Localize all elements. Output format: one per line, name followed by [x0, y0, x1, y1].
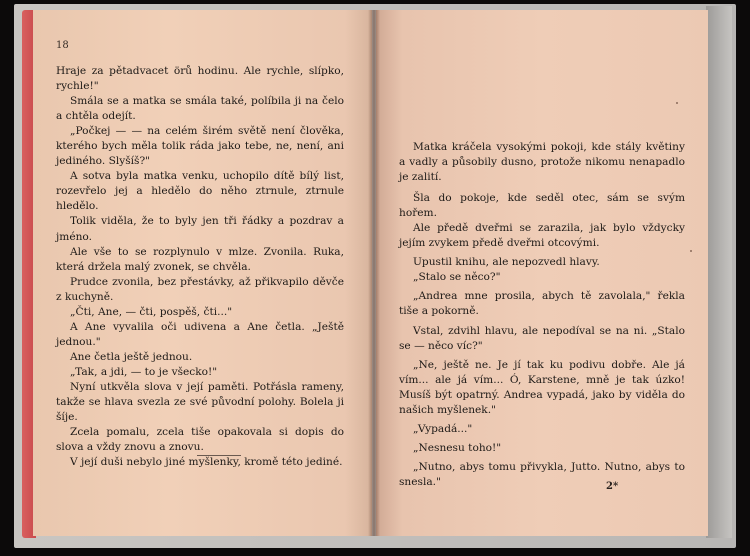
right-page-text [399, 140, 685, 490]
paragraph: „Vypadá..." [413, 422, 473, 435]
signature-mark: 2* [606, 481, 619, 492]
paper-speck [690, 250, 692, 252]
paragraph: Upustil knihu, ale nepozvedl hlavy. [413, 256, 600, 269]
book-gutter [368, 10, 380, 536]
paragraph: Ale vše to se rozplynulo v mlze. Zvonila. Ruka, která držela malý zvonek, se chvěla. [56, 245, 344, 273]
left-page-text [56, 64, 344, 470]
paragraph: Prudce zvonila, bez přestávky, až přikvapilo děvče z kuchyně. [56, 275, 344, 303]
paragraph: „Ne, ještě ne. Je jí tak ku podivu dobře. Ale já vím... ale já vím... Ó, Karstene, mně je tak úzko! Musíš být opatrný. Andrea vypadá, jako by viděla do našich myšlenek." [399, 358, 685, 416]
paragraph: „Stalo se něco?" [413, 271, 501, 284]
paragraph: „Tak, a jdi, — to je všecko!" [70, 365, 218, 378]
paper-speck [676, 102, 678, 104]
paragraph: V její duši nebylo jiné myšlenky, kromě této jediné. [70, 456, 343, 469]
page-number: 18 [56, 40, 69, 51]
paragraph: Matka kráčela vysokými pokoji, kde stály květiny a vadly a působily dusno, protože nikomu nenapadlo je zalití. [399, 141, 685, 184]
paragraph: Tolik viděla, že to byly jen tři řádky a pozdrav a jméno. [56, 215, 344, 243]
paragraph: „Nutno, abys tomu přivykla, Jutto. Nutno, abys to snesla." [399, 460, 685, 488]
paragraph: Zcela pomalu, zcela tiše opakovala si dopis do slova a vždy znovu a znovu. [56, 426, 344, 454]
cover-edge-right [706, 6, 732, 538]
paragraph: Vstal, zdvihl hlavu, ale nepodíval se na ni. „Stalo se — něco víc?" [399, 324, 685, 352]
paragraph: „Andrea mne prosila, abych tě zavolala," řekla tiše a pokorně. [399, 290, 685, 318]
paragraph: Nyní utkvěla slova v její paměti. Potřásla rameny, takže se hlava svezla ze své původní polohy. Bolela ji šíje. [56, 380, 344, 424]
paragraph: Hraje za pětadvacet örů hodinu. Ale rychle, slípko, rychle!" [56, 65, 344, 93]
paragraph: Šla do pokoje, kde seděl otec, sám se svým hořem. [399, 192, 685, 220]
section-divider [197, 455, 241, 456]
paragraph: Ane četla ještě jednou. [70, 350, 193, 363]
paragraph: A sotva byla matka venku, uchopilo dítě bílý list, rozevřelo jej a hledělo do něho ztrnule, ztrnule hledělo. [56, 170, 344, 213]
paragraph: „Nesnesu toho!" [413, 441, 502, 454]
paragraph: „Počkej — — na celém širém světě není člověka, kterého bych měla tolik ráda jako tebe, ne, není, ani jediného. Slyšíš?" [56, 125, 344, 168]
paragraph: Ale předě dveřmi se zarazila, jak bylo vždycky jejím zvykem předě dveřmi otcovými. [399, 222, 685, 250]
paragraph: „Čti, Ane, — čti, pospěš, čti..." [70, 305, 233, 318]
paragraph: Smála se a matka se smála také, políbila ji na čelo a chtěla odejít. [56, 95, 344, 123]
paragraph: A Ane vyvalila oči udivena a Ane četla. „Ještě jednou." [56, 320, 344, 348]
